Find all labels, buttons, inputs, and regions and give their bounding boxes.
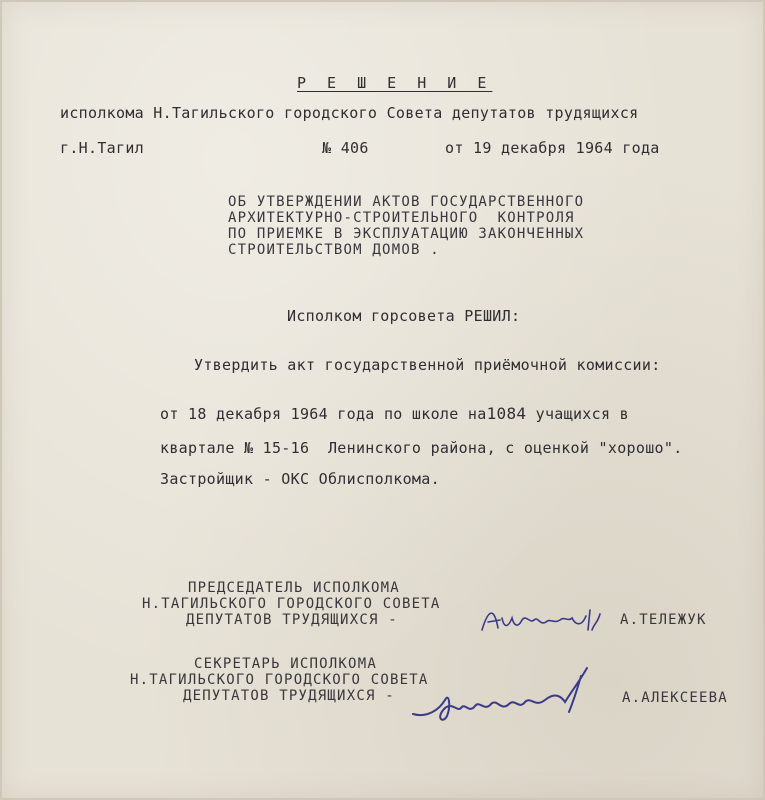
chairman-title-line: ПРЕДСЕДАТЕЛЬ ИСПОЛКОМА [188, 580, 400, 596]
decision-date: от 19 декабря 1964 года [445, 139, 660, 157]
decision-number [322, 139, 369, 157]
body-line-1-end: учащихся в [526, 405, 629, 423]
secretary-title-line: СЕКРЕТАРЬ ИСПОЛКОМА [194, 656, 377, 672]
chairman-title-line: Н.ТАГИЛЬСКОГО ГОРОДСКОГО СОВЕТА [142, 596, 441, 612]
subject-block [228, 194, 584, 258]
place: г.Н.Тагил [60, 139, 144, 157]
students-count: 1084 [486, 404, 527, 423]
number-value: 406 [340, 139, 369, 157]
secretary-signature [405, 662, 605, 732]
body-line-2: квартале № 15-16 Ленинского района, с оценкой "хорошо". [160, 439, 683, 457]
subject-line: ОБ УТВЕРЖДЕНИИ АКТОВ ГОСУДАРСТВЕННОГО [228, 194, 585, 210]
subject-line: АРХИТЕКТУРНО-СТРОИТЕЛЬНОГО КОНТРОЛЯ [228, 210, 575, 226]
subject-line: СТРОИТЕЛЬСТВОМ ДОМОВ . [228, 242, 440, 258]
paragraph-lead: Утвердить акт государственной приёмочной комиссии: [194, 356, 661, 374]
body-line-1 [160, 404, 629, 423]
secretary-title-line: Н.ТАГИЛЬСКОГО ГОРОДСКОГО СОВЕТА [130, 672, 429, 688]
issuer-line: исполкома Н.Тагильского городского Совета депутатов трудящихся [60, 104, 639, 122]
decision-intro: Исполком горсовета РЕШИЛ: [287, 307, 521, 325]
subject-line: ПО ПРИЕМКЕ В ЭКСПЛУАТАЦИЮ ЗАКОНЧЕННЫХ [228, 226, 585, 242]
secretary-name: А.АЛЕКСЕЕВА [622, 690, 728, 706]
chairman-signature [478, 600, 608, 642]
chairman-title-line: ДЕПУТАТОВ ТРУДЯЩИХСЯ - [186, 612, 398, 628]
body-line-3: Застройщик - ОКС Облисполкома. [160, 470, 440, 488]
chairman-name: А.ТЕЛЕЖУК [620, 612, 707, 628]
number-prefix: № [322, 139, 332, 157]
secretary-title-line: ДЕПУТАТОВ ТРУДЯЩИХСЯ - [183, 688, 395, 704]
body-line-1-start: от 18 декабря 1964 года по школе на [160, 405, 487, 423]
document-heading: Р Е Ш Е Н И Е [297, 74, 493, 92]
